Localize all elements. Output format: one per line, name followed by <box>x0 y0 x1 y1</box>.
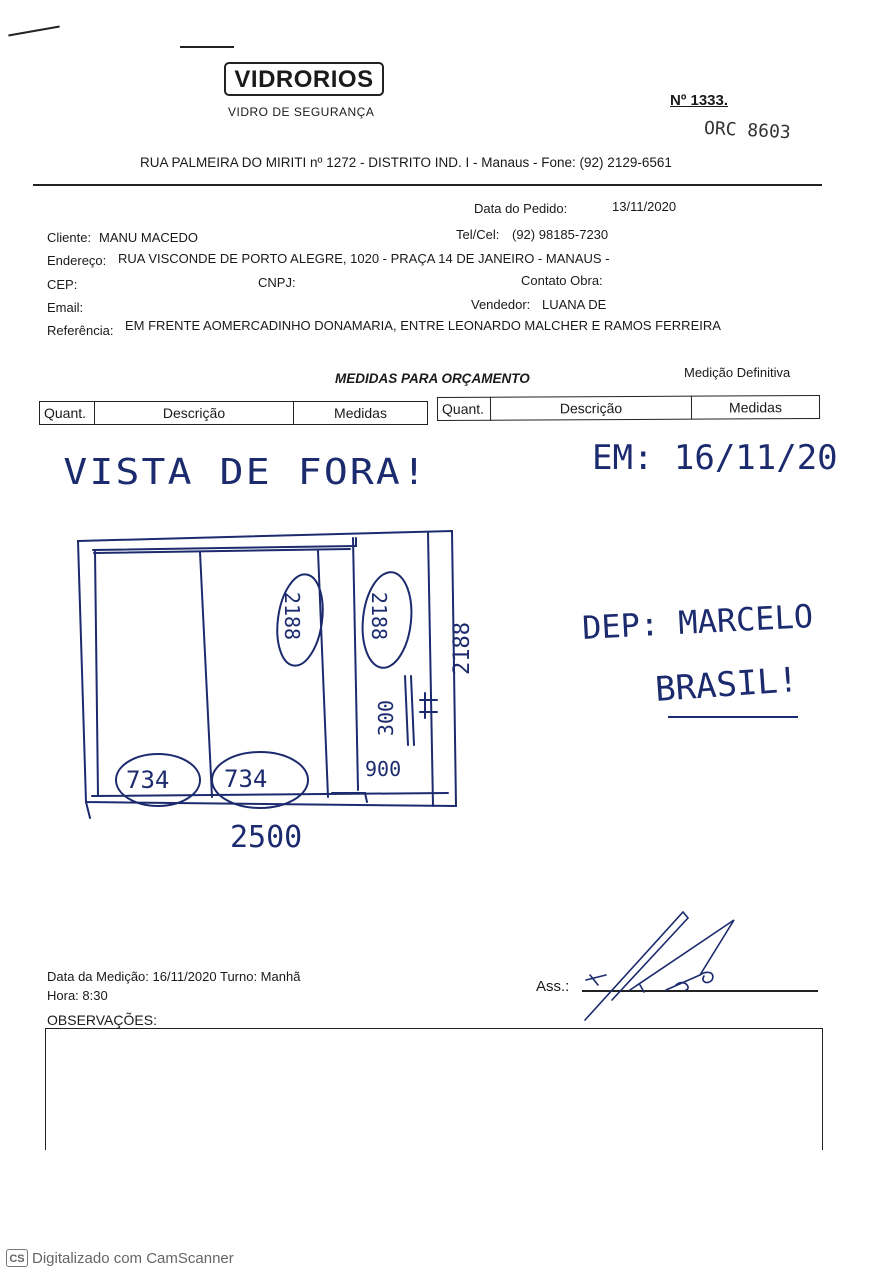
dim-2188-a: 2188 <box>280 591 305 641</box>
order-date-value: 13/11/2020 <box>612 199 677 214</box>
observations-label: OBSERVAÇÕES: <box>47 1012 157 1028</box>
measures-table-left <box>39 401 428 425</box>
dim-300: 300 <box>374 699 399 737</box>
email-label: Email: <box>47 300 84 315</box>
signature-label: Ass.: <box>536 978 570 995</box>
divider-side <box>428 532 433 806</box>
phone-value: (92) 98185-7230 <box>512 227 609 242</box>
note-dep-marcelo: DEP: MARCELO <box>581 596 815 648</box>
measure-date: Data da Medição: 16/11/2020 Turno: Manhã <box>47 969 301 984</box>
tagline: VIDRO DE SEGURANÇA <box>228 105 375 119</box>
measure-time: Hora: 8:30 <box>47 988 108 1003</box>
address-value: RUA VISCONDE DE PORTO ALEGRE, 1020 - PRAÇA 14 DE JANEIRO - MANAUS - <box>118 251 610 266</box>
frame-inner <box>93 538 356 796</box>
cnpj-label: CNPJ: <box>258 275 296 290</box>
order-date-label: Data do Pedido: <box>474 201 568 216</box>
dim-734-a: 734 <box>126 766 170 794</box>
dim-900-mark <box>332 793 367 802</box>
seller-value: LUANA DE <box>542 297 607 312</box>
reference-label: Referência: <box>47 323 114 338</box>
col-desc-left: Descrição <box>95 402 294 425</box>
door-handle <box>405 676 414 745</box>
observations-box <box>45 1028 823 1150</box>
client-value: MANU MACEDO <box>99 230 198 245</box>
col-quant-right: Quant. <box>437 397 490 420</box>
col-desc-right: Descrição <box>490 396 691 420</box>
definitive-measure-label: Medição Definitiva <box>684 365 791 380</box>
company-logo <box>224 62 384 96</box>
camscanner-logo: CS <box>6 1249 28 1267</box>
dim-900: 900 <box>365 757 402 781</box>
client-label: Cliente: <box>47 230 92 245</box>
note-brasil: BRASIL! <box>653 660 800 710</box>
stray-mark-1 <box>8 26 60 37</box>
handwritten-orc: ORC 8603 <box>703 117 792 144</box>
cep-label: CEP: <box>47 277 78 292</box>
camscanner-text: Digitalizado com CamScanner <box>32 1249 234 1267</box>
dim-734-b: 734 <box>224 765 268 793</box>
col-quant-left: Quant. <box>40 402 95 425</box>
contact-label: Contato Obra: <box>521 273 603 288</box>
address-label: Endereço: <box>47 253 107 268</box>
seller-label: Vendedor: <box>471 297 531 312</box>
divider-2 <box>318 551 328 797</box>
phone-label: Tel/Cel: <box>456 227 500 242</box>
note-underline <box>668 716 798 718</box>
dim-2188-b: 2188 <box>367 591 392 641</box>
logo-text: VIDRORIOS <box>234 66 374 93</box>
divider-1 <box>200 552 212 797</box>
scanner-watermark <box>6 1249 234 1267</box>
measures-title: MEDIDAS PARA ORÇAMENTO <box>335 371 530 386</box>
document-number: Nº 1333. <box>670 92 729 109</box>
lock-mark <box>420 693 437 718</box>
header-divider <box>33 184 822 186</box>
divider-3 <box>353 538 358 790</box>
note-view-from-outside: VISTA DE FORA! <box>63 452 429 493</box>
bottom-rail-2 <box>86 802 90 818</box>
signature-line <box>582 990 818 992</box>
dim-2188-side: 2188 <box>449 622 475 675</box>
col-measures-left: Medidas <box>294 402 428 425</box>
frame-top-rail <box>94 549 350 553</box>
stray-mark-2 <box>180 46 234 48</box>
dim-2500: 2500 <box>230 820 303 855</box>
note-measure-date: EM: 16/11/20 <box>592 438 838 478</box>
col-measures-right: Medidas <box>691 396 819 420</box>
measures-table-right <box>437 395 820 421</box>
reference-value: EM FRENTE AOMERCADINHO DONAMARIA, ENTRE LEONARDO MALCHER E RAMOS FERREIRA <box>125 318 721 333</box>
company-address: RUA PALMEIRA DO MIRITI nº 1272 - DISTRITO IND. I - Manaus - Fone: (92) 2129-6561 <box>140 155 672 170</box>
